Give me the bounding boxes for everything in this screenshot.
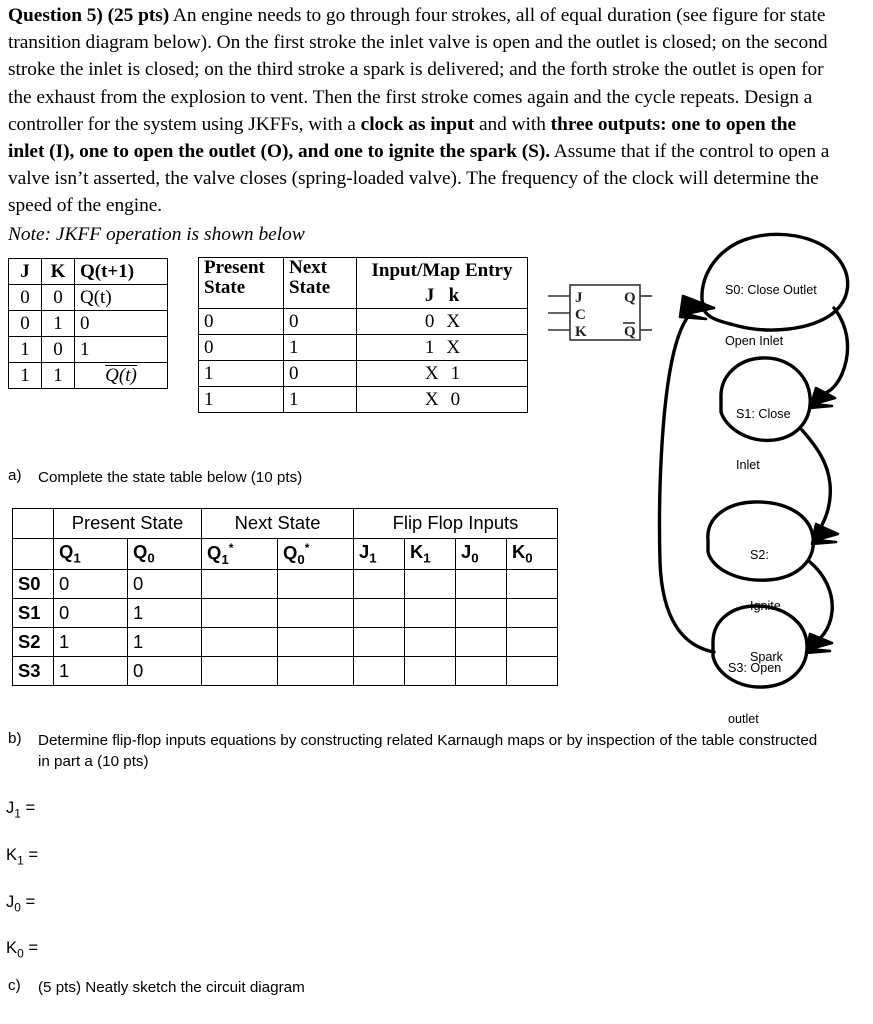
trans-cell-j: 1 xyxy=(424,336,447,358)
trans-cell-present: 0 xyxy=(199,309,284,335)
part-a-instruction: Complete the state table below (10 pts) xyxy=(38,469,303,486)
table-row xyxy=(199,387,528,413)
state-row-label: S0 xyxy=(13,570,54,599)
q-overbar: Q(t) xyxy=(105,365,137,387)
state-cell-k0[interactable] xyxy=(507,570,558,599)
arrowhead-into-s3 xyxy=(806,634,832,653)
trans-cell-j: X xyxy=(424,388,451,410)
question-bold-outputs: three outputs: one to open the inlet (I), one to open the outlet (O), and one to ignite the spark (S). xyxy=(8,113,797,163)
jk-cell-k: 0 xyxy=(42,285,75,311)
jk-cell-j: 0 xyxy=(9,311,42,337)
jk-cell-qnext: Q(t) xyxy=(75,285,168,311)
arrowhead-into-s2 xyxy=(812,524,838,544)
trans-cell-k: 1 xyxy=(450,362,473,384)
state-transition-diagram xyxy=(620,222,873,726)
state-cell-q0-next[interactable] xyxy=(278,599,354,628)
trans-cell-next: 1 xyxy=(284,387,357,413)
trans-cell-jk xyxy=(357,309,528,335)
jkff-excitation-table xyxy=(198,257,528,413)
state-cell-q1-next[interactable] xyxy=(202,599,278,628)
jk-header-qnext: Q(t+1) xyxy=(75,259,168,285)
state-cell-k1[interactable] xyxy=(405,570,456,599)
state-row-label: S2 xyxy=(13,628,54,657)
trans-header-present-state: Present State xyxy=(199,258,284,309)
state-row-label: S1 xyxy=(13,599,54,628)
table-row xyxy=(13,657,558,686)
state-table-group-next-state: Next State xyxy=(202,509,354,539)
table-row xyxy=(13,628,558,657)
state-label-s1-line2: Inlet xyxy=(736,458,760,472)
jk-cell-qnext-inverted xyxy=(75,363,168,389)
jkff-label-k: K xyxy=(575,324,587,340)
state-table-header-q1-next: $Q_1^*$ xyxy=(202,539,278,570)
state-table-group-flip-flop-inputs: Flip Flop Inputs xyxy=(354,509,558,539)
trans-header-input-map-entry: Input/Map Entry xyxy=(357,258,528,284)
state-cell-j1[interactable] xyxy=(354,599,405,628)
state-cell-q0-next[interactable] xyxy=(278,657,354,686)
state-label-s3-line2: outlet xyxy=(728,712,759,726)
state-cell-q0-next[interactable] xyxy=(278,628,354,657)
state-label-s2-line1: S2: xyxy=(750,548,769,562)
equation-j0[interactable]: $J_0$ = xyxy=(6,892,36,915)
state-table-header-q0-next: $Q_0^*$ xyxy=(278,539,354,570)
trans-subheader-j: J xyxy=(424,284,435,306)
state-label-s1-line1: S1: Close xyxy=(736,407,791,421)
part-b-marker: b) xyxy=(8,730,22,747)
note-line: Note: JKFF operation is shown below xyxy=(8,224,305,245)
table-row xyxy=(199,309,528,335)
trans-cell-present: 1 xyxy=(199,361,284,387)
trans-cell-k: 0 xyxy=(450,388,473,410)
jkff-label-q: Q xyxy=(624,290,636,306)
trans-cell-present: 0 xyxy=(199,335,284,361)
trans-cell-jk xyxy=(357,361,528,387)
trans-cell-k: X xyxy=(446,310,473,332)
state-label-s0-line1: S0: Close Outlet xyxy=(725,283,817,297)
state-cell-k0[interactable] xyxy=(507,657,558,686)
equation-k0[interactable]: $K_0$ = xyxy=(6,938,39,961)
part-a-marker: a) xyxy=(8,467,22,484)
state-cell-j1[interactable] xyxy=(354,657,405,686)
state-label-s0-line2: Open Inlet xyxy=(725,334,784,348)
state-table-header-j1: $J_1$ xyxy=(354,539,405,570)
state-table-corner-cell-2 xyxy=(13,539,54,570)
state-table xyxy=(12,508,558,686)
jk-header-j: J xyxy=(9,259,42,285)
state-table-column-header-row xyxy=(13,539,558,570)
state-cell-q1-next[interactable] xyxy=(202,657,278,686)
state-table-group-present-state: Present State xyxy=(54,509,202,539)
table-row xyxy=(9,311,168,337)
state-table-header-q0: $Q_0$ xyxy=(128,539,202,570)
trans-cell-jk xyxy=(357,335,528,361)
state-table-header-j0: $J_0$ xyxy=(456,539,507,570)
state-table-corner-cell xyxy=(13,509,54,539)
table-header-row xyxy=(199,258,528,284)
jkff-label-qbar: Q xyxy=(624,324,636,340)
part-c-instruction: (5 pts) Neatly sketch the circuit diagram xyxy=(38,979,305,996)
jkff-label-j: J xyxy=(575,290,583,306)
jkff-label-c: C xyxy=(575,307,586,323)
jk-header-k: K xyxy=(42,259,75,285)
table-row xyxy=(9,285,168,311)
state-table-header-q1: $Q_1$ xyxy=(54,539,128,570)
trans-cell-next: 0 xyxy=(284,309,357,335)
trans-cell-next: 0 xyxy=(284,361,357,387)
transition-arc-s2-s3 xyxy=(810,562,832,644)
jk-cell-k: 0 xyxy=(42,337,75,363)
part-c-marker: c) xyxy=(8,977,21,994)
state-label-s2-line2: Ignite xyxy=(750,599,781,613)
state-table-group-header-row xyxy=(13,509,558,539)
equation-k1[interactable]: $K_1$ = xyxy=(6,845,39,868)
state-cell-j0[interactable] xyxy=(456,570,507,599)
state-cell-k0[interactable] xyxy=(507,628,558,657)
table-row xyxy=(199,335,528,361)
state-label-s3-line1: S3: Open xyxy=(728,661,782,675)
question-paragraph xyxy=(8,2,834,220)
state-label-s0 xyxy=(725,248,817,384)
state-cell-q0: 0 xyxy=(128,657,202,686)
state-table-header-k0: $K_0$ xyxy=(507,539,558,570)
trans-subheader-jk xyxy=(357,283,528,309)
question-number: Question 5) (25 pts) xyxy=(8,5,170,26)
state-label-s1 xyxy=(736,372,791,508)
state-cell-k1[interactable] xyxy=(405,628,456,657)
question-body-1: An engine needs to go through four strokes, all of equal duration (see figure for state transition diagram below). On the first stroke the inlet valve is open and the outlet is closed; on the second stroke the inlet is closed; on the third stroke a spark is delivered; and the forth stroke the outlet is open for the exhaust from the explosion to vent. Then the first stroke comes again and the cycle repeats. Design a controller for the system using JKFFs, with a xyxy=(8,5,828,135)
equation-j1[interactable]: $J_1$ = xyxy=(6,798,36,821)
table-header-row xyxy=(9,259,168,285)
state-cell-q1-next[interactable] xyxy=(202,628,278,657)
trans-header-next-state: Next State xyxy=(284,258,357,309)
state-cell-q1: 0 xyxy=(54,599,128,628)
state-cell-j0[interactable] xyxy=(456,628,507,657)
question-body-3: Assume that if the control to open a valve isn’t asserted, the valve closes (spring-loaded valve). The frequency of the clock will determine the speed of the engine. xyxy=(8,141,830,217)
part-b-instruction: Determine flip-flop inputs equations by constructing related Karnaugh maps or by inspection of the table constructed in part a (10 pts) xyxy=(38,732,818,770)
state-cell-q1: 0 xyxy=(54,570,128,599)
state-cell-k0[interactable] xyxy=(507,599,558,628)
trans-cell-jk xyxy=(357,387,528,413)
jk-cell-qnext: 1 xyxy=(75,337,168,363)
table-row xyxy=(13,599,558,628)
state-cell-q0: 0 xyxy=(128,570,202,599)
state-cell-q1: 1 xyxy=(54,628,128,657)
table-row xyxy=(9,337,168,363)
state-cell-q0-next[interactable] xyxy=(278,570,354,599)
state-table-header-k1: $K_1$ xyxy=(405,539,456,570)
table-row xyxy=(199,361,528,387)
trans-cell-j: X xyxy=(424,362,451,384)
table-row xyxy=(13,570,558,599)
jk-cell-k: 1 xyxy=(42,311,75,337)
trans-cell-present: 1 xyxy=(199,387,284,413)
trans-cell-j: 0 xyxy=(424,310,447,332)
state-cell-j0[interactable] xyxy=(456,599,507,628)
jk-cell-j: 1 xyxy=(9,337,42,363)
jkff-truth-table xyxy=(8,258,168,389)
transition-arc-s3-s0 xyxy=(660,304,714,652)
state-cell-j1[interactable] xyxy=(354,628,405,657)
jk-cell-qnext: 0 xyxy=(75,311,168,337)
trans-cell-next: 1 xyxy=(284,335,357,361)
table-row xyxy=(9,363,168,389)
state-cell-j1[interactable] xyxy=(354,570,405,599)
jk-cell-k: 1 xyxy=(42,363,75,389)
question-body-2: and with xyxy=(474,113,551,135)
state-cell-q1: 1 xyxy=(54,657,128,686)
state-cell-k1[interactable] xyxy=(405,657,456,686)
trans-cell-k: X xyxy=(446,336,473,358)
trans-subheader-k: k xyxy=(448,284,460,306)
state-cell-q1-next[interactable] xyxy=(202,570,278,599)
state-cell-q0: 1 xyxy=(128,628,202,657)
jk-cell-j: 0 xyxy=(9,285,42,311)
question-bold-clock: clock as input xyxy=(360,113,475,135)
jk-cell-j: 1 xyxy=(9,363,42,389)
state-cell-j0[interactable] xyxy=(456,657,507,686)
state-row-label: S3 xyxy=(13,657,54,686)
state-label-s2-line3: Spark xyxy=(750,650,783,664)
state-cell-k1[interactable] xyxy=(405,599,456,628)
state-cell-q0: 1 xyxy=(128,599,202,628)
